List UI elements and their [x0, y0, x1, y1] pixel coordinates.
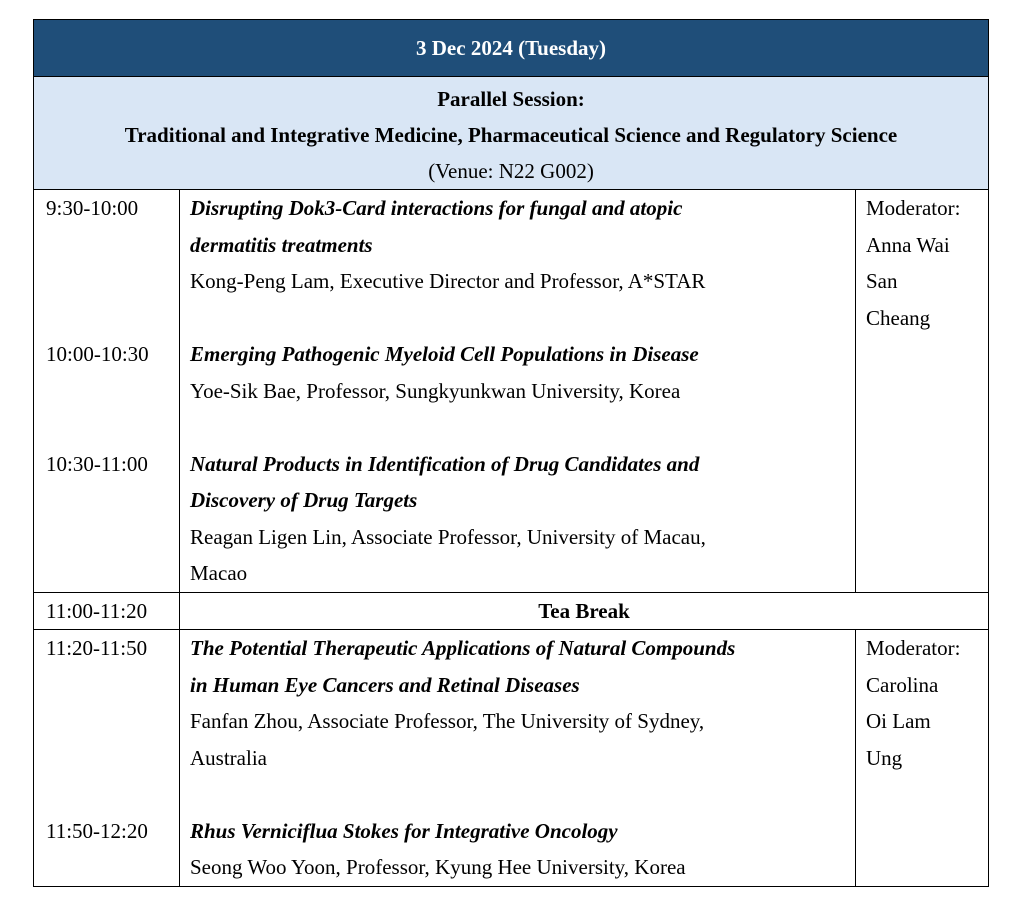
- session-title: Traditional and Integrative Medicine, Pharmaceutical Science and Regulatory Science: [124, 123, 898, 147]
- session-label: Parallel Session:: [437, 87, 585, 111]
- moderator-name: Oi Lam: [866, 709, 931, 733]
- talk-speaker: Kong-Peng Lam, Executive Director and Professor, A*STAR: [190, 269, 706, 293]
- talks-column: [180, 630, 856, 887]
- break-time: 11:00-11:20: [34, 592, 180, 630]
- talk-title: Emerging Pathogenic Myeloid Cell Populations in Disease: [190, 342, 699, 366]
- time-slot: 10:30-11:00: [46, 451, 148, 476]
- time-column: [34, 630, 180, 887]
- talk-block-1: [34, 190, 989, 593]
- time-column: [34, 190, 180, 593]
- talk-speaker: Fanfan Zhou, Associate Professor, The University of Sydney,: [190, 709, 705, 733]
- time-slot: 11:50-12:20: [46, 818, 148, 843]
- talk-title: Rhus Verniciflua Stokes for Integrative Oncology: [190, 818, 618, 843]
- talk-speaker: Yoe-Sik Bae, Professor, Sungkyunkwan University, Korea: [190, 378, 681, 403]
- moderator-column: [856, 630, 989, 887]
- moderator-name: Carolina: [866, 672, 939, 697]
- schedule-table: [33, 19, 989, 887]
- time-slot: 9:30-10:00: [46, 196, 139, 220]
- moderator-name: Cheang: [866, 305, 931, 330]
- date-row: [34, 20, 989, 77]
- break-row: [34, 592, 989, 630]
- talk-speaker: Seong Woo Yoon, Professor, Kyung Hee University, Korea: [190, 855, 686, 879]
- moderator-name: San: [866, 269, 898, 293]
- moderator-label: Moderator:: [866, 196, 961, 220]
- talk-speaker: Reagan Ligen Lin, Associate Professor, University of Macau,: [190, 524, 706, 549]
- date-header: 3 Dec 2024 (Tuesday): [34, 20, 989, 77]
- talk-speaker: Macao: [190, 561, 248, 585]
- talk-title: Discovery of Drug Targets: [190, 488, 418, 512]
- session-venue: (Venue: N22 G002): [428, 159, 594, 183]
- tea-break-label: Tea Break: [180, 592, 989, 630]
- moderator-name: Anna Wai: [866, 232, 950, 257]
- talk-title: Natural Products in Identification of Drug Candidates and: [190, 451, 700, 476]
- talk-title: Disrupting Dok3-Card interactions for fungal and atopic: [190, 196, 683, 220]
- session-row: [34, 77, 989, 190]
- moderator-name: Ung: [866, 745, 903, 770]
- talks-column: [180, 190, 856, 593]
- talk-block-2: [34, 630, 989, 887]
- time-slot: 11:20-11:50: [46, 636, 148, 660]
- moderator-label: Moderator:: [866, 636, 961, 660]
- talk-speaker: Australia: [190, 745, 267, 770]
- session-header: [34, 77, 989, 190]
- talk-title: The Potential Therapeutic Applications of Natural Compounds: [190, 636, 736, 660]
- moderator-column: [856, 190, 989, 593]
- talk-title: dermatitis treatments: [190, 232, 373, 257]
- time-slot: 10:00-10:30: [46, 342, 149, 366]
- talk-title: in Human Eye Cancers and Retinal Diseases: [190, 672, 580, 697]
